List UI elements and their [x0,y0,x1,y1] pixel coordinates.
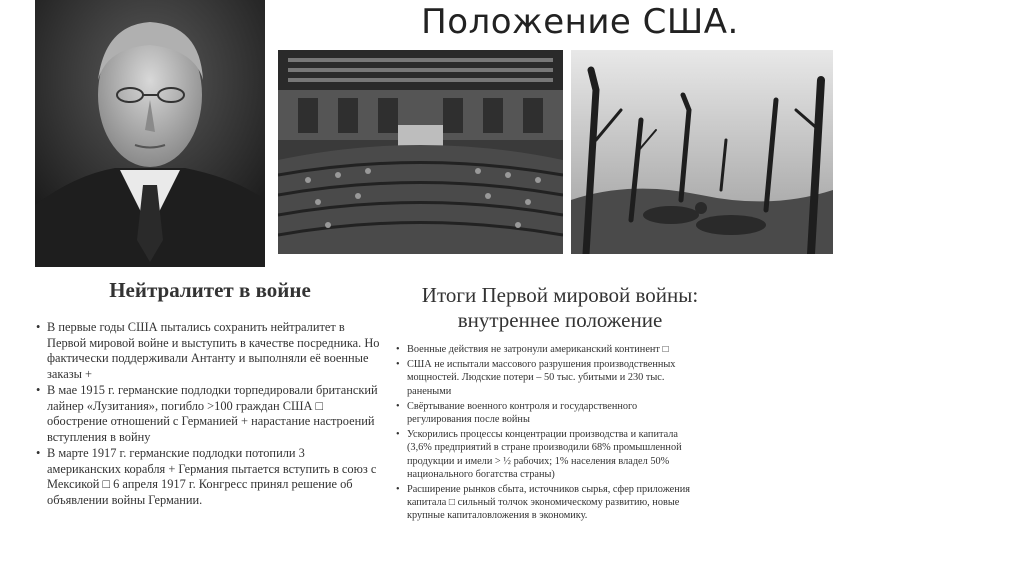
battlefield-photo [571,50,833,254]
bullet: • [36,320,41,334]
congress-photo [278,50,563,254]
list-item: • США не испытали массового разрушения производственных мощностей. Людские потери – 50 тыс. убитыми и 230 тыс. ранеными [396,359,676,397]
list-item: • В марте 1917 г. германские подлодки потопили 3 американских корабля + Германия пытается вступить в союз с Мексикой □ 6 апреля 1917 г. Конгресс принял решение об объявлении войны Германии. [36,446,377,507]
portrait-photo [35,0,265,267]
results-heading-line2: внутреннее положение [457,308,663,333]
bullet: • [396,359,400,371]
results-heading [410,283,710,333]
list-item: • В первые годы США пытались сохранить нейтралитет в Первой мировой войне и выступить в качестве посредника. Но фактически поддерживали Антанту и выполняли её военные заказы + [36,320,380,381]
list-item: • Военные действия не затронули американский континент □ [396,344,669,355]
bullet: • [36,446,41,460]
list-item: • Свёртывание военного контроля и государственного регулирования после войны [396,400,638,426]
list-item: • Расширение рынков сбыта, источников сырья, сфер приложения капитала □ сильный толчок экономическому развитию, новые крупные капиталовложения в экономику. [396,484,691,522]
bullet: • [396,344,400,355]
list-item: • В мае 1915 г. германские подлодки торпедировали британский лайнер «Лузитания», погибло >100 граждан США □ обострение отношений с Германией + нарастание настроений вступления в войну [36,383,378,444]
neutrality-list [36,320,381,509]
bullet: • [36,383,41,397]
results-list [396,343,696,525]
bullet: • [396,429,400,441]
bullet: • [396,400,400,412]
bullet: • [396,484,400,496]
neutrality-heading: Нейтралитет в войне [109,278,311,302]
slide-title: Положение США. [421,2,739,42]
results-heading-line1: Итоги Первой мировой войны: [421,283,699,307]
list-item: • Ускорились процессы концентрации производства и капитала (3,6% предприятий в стране производили 68% промышленной продукции и имели > ½ рабочих; 1% населения владел 50% национального богатства страны) [396,429,682,480]
